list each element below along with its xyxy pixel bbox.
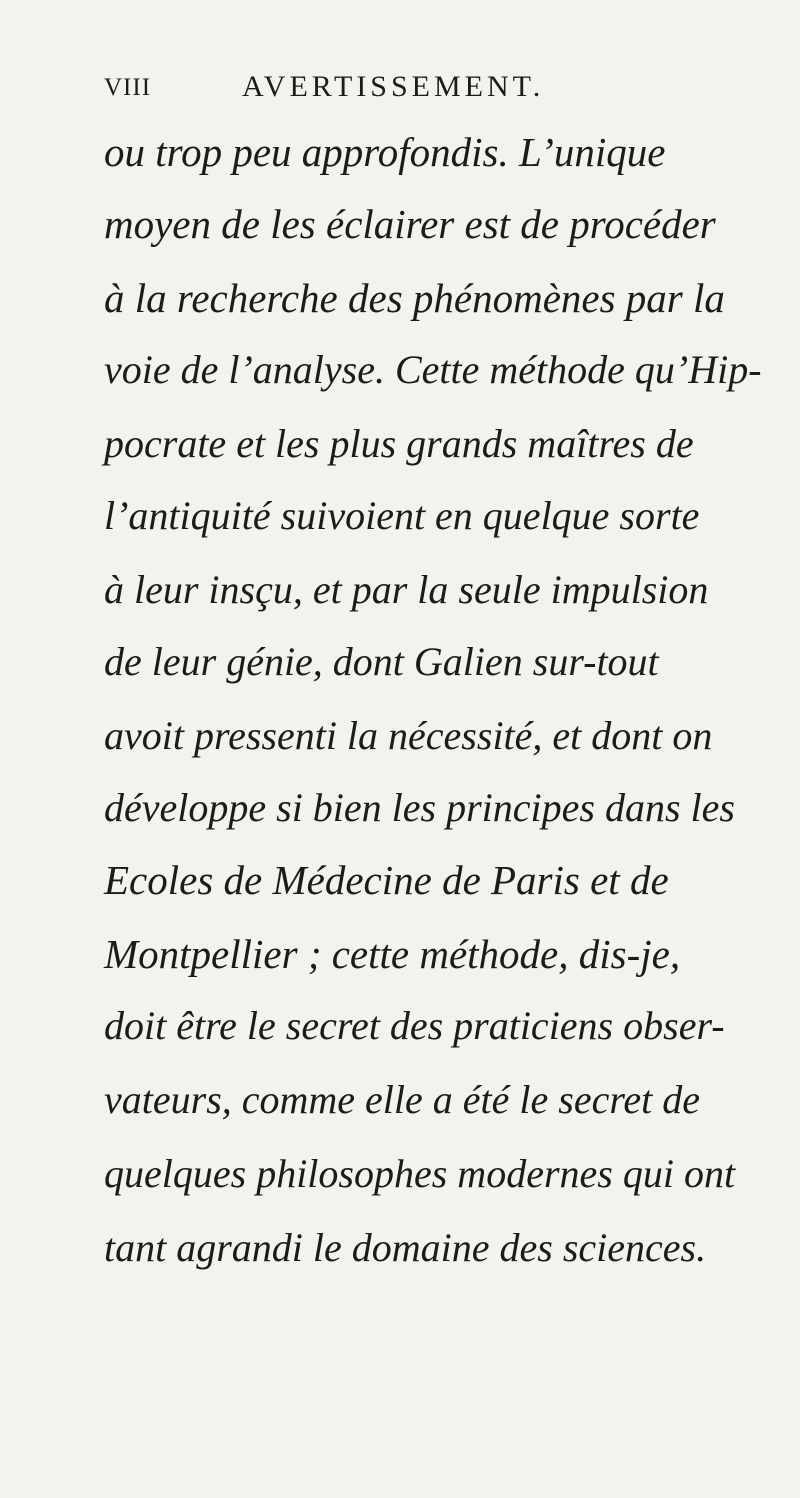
text-line: l’antiquité suivoient en quelque sorte [104, 493, 700, 538]
text-line: tant agrandi le domaine des sciences. [104, 1225, 707, 1270]
text-line: ou trop peu approfondis. L’unique [104, 129, 666, 175]
text-line: développe si bien les principes dans les [104, 785, 735, 830]
running-title: AVERTISSEMENT. [242, 70, 545, 103]
text-line: de leur génie, dont Galien sur-tout [104, 639, 659, 684]
text-line: avoit pressenti la nécessité, et dont on [104, 713, 713, 758]
text-line: à la recherche des phénomènes par la [104, 275, 725, 321]
page-header [104, 70, 724, 114]
text-line: à leur insçu, et par la seule impulsion [104, 567, 709, 612]
page-number: VIII [104, 74, 152, 101]
text-line: vateurs, comme elle a été le secret de [104, 1077, 701, 1122]
text-line: pocrate et les plus grands maîtres de [104, 421, 694, 466]
text-line: voie de l’analyse. Cette méthode qu’Hip- [104, 347, 762, 392]
text-line: moyen de les éclairer est de procéder [104, 201, 716, 247]
text-line: Montpellier ; cette méthode, dis-je, [104, 931, 681, 977]
text-line: doit être le secret des praticiens obser- [104, 1003, 725, 1048]
text-line: Ecoles de Médecine de Paris et de [104, 857, 669, 903]
text-line: quelques philosophes modernes qui ont [104, 1151, 736, 1196]
